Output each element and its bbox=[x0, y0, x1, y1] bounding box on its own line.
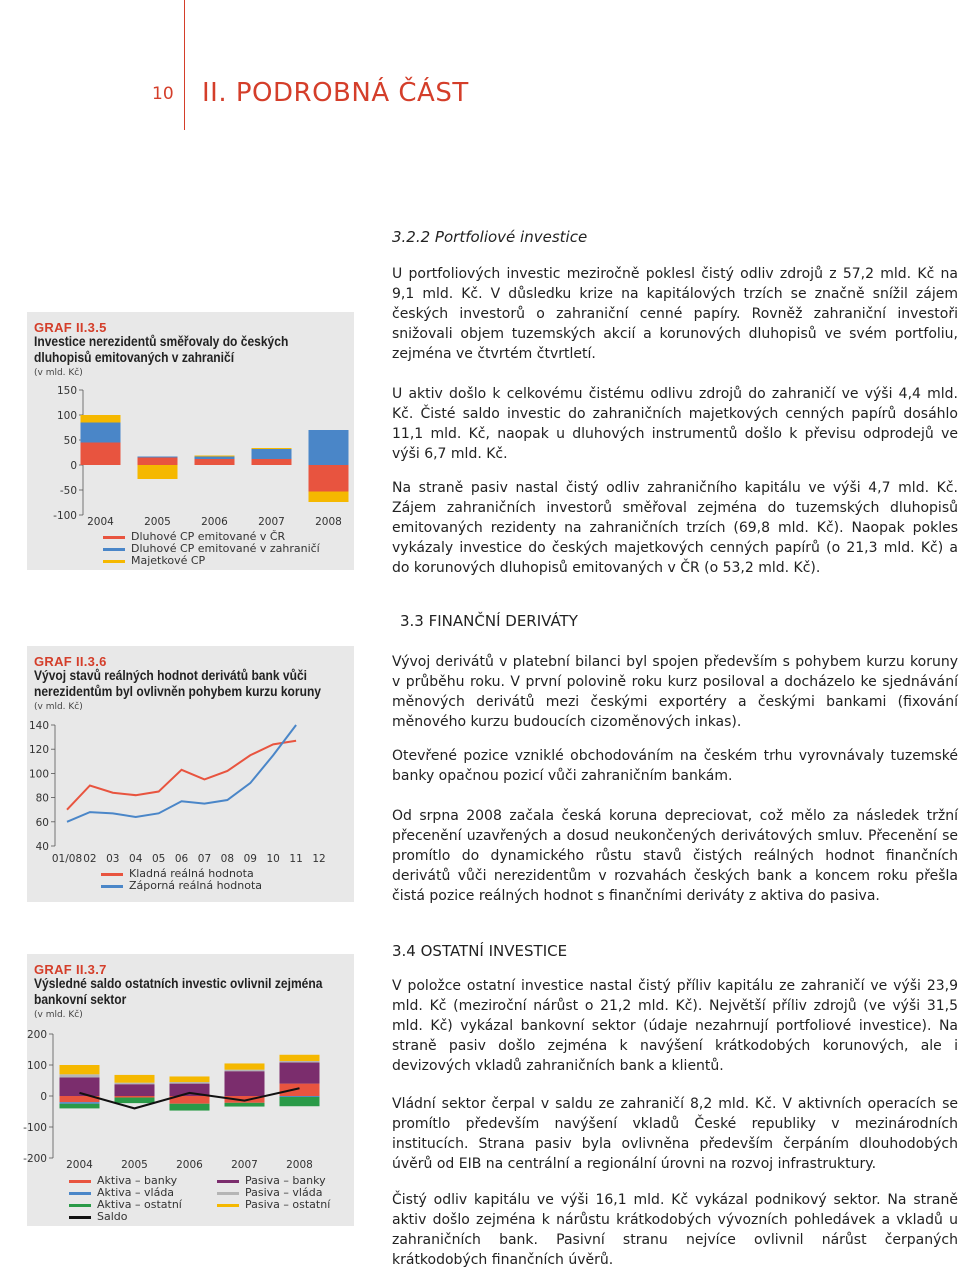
bar-segment bbox=[81, 443, 121, 466]
x-tick-label: 2004 bbox=[66, 1159, 93, 1171]
bar-segment bbox=[252, 448, 292, 449]
y-tick-label: 200 bbox=[26, 1029, 47, 1041]
chart-unit: (v mld. Kč) bbox=[34, 702, 83, 712]
x-tick-label: 10 bbox=[266, 853, 280, 865]
paragraph: V položce ostatní investice nastal čistý příliv kapitálu ze zahraničí ve výši 23,9 mld. Kč (meziroční nárůst o 21,2 mld. Kč). Největší příliv zdrojů (ve výši 31,5 mld. Kč) vykázal bankovní sektor (údaje nezahrnují portfoliové investice). Na straně pasiv došlo zejména k navýšení krátkodobých korunových, ale i devizových vkladů zahraničních bank a klientů. bbox=[392, 978, 958, 1074]
bar-segment bbox=[280, 1084, 320, 1096]
series-line bbox=[67, 725, 296, 822]
legend-label: Aktiva – banky bbox=[97, 1174, 178, 1187]
x-tick-label: 2007 bbox=[258, 516, 285, 528]
bar-segment bbox=[60, 1102, 100, 1104]
y-tick-label: -100 bbox=[23, 1122, 47, 1134]
x-tick-label: 2004 bbox=[87, 516, 114, 528]
bar-segment bbox=[252, 449, 292, 459]
legend-swatch bbox=[101, 873, 123, 876]
x-tick-label: 12 bbox=[312, 853, 326, 865]
line-chart-graf-3-6 bbox=[27, 646, 354, 902]
legend-item bbox=[103, 555, 320, 567]
legend-swatch bbox=[69, 1216, 91, 1219]
chart-label: GRAF II.3.6 bbox=[34, 654, 107, 669]
y-tick-label: 80 bbox=[35, 792, 49, 805]
legend-swatch bbox=[217, 1204, 239, 1207]
y-tick-label: 100 bbox=[28, 768, 49, 781]
y-tick-label: 140 bbox=[28, 720, 49, 732]
y-tick-label: 60 bbox=[35, 816, 49, 829]
bar-segment bbox=[138, 458, 178, 466]
legend-label: Kladná reálná hodnota bbox=[129, 867, 254, 880]
legend-label: Aktiva – vláda bbox=[97, 1186, 175, 1199]
bar-segment bbox=[60, 1104, 100, 1109]
x-tick-label: 2005 bbox=[121, 1159, 148, 1171]
legend-label: Dluhové CP emitované v zahraničí bbox=[131, 542, 320, 555]
legend-swatch bbox=[69, 1180, 91, 1183]
legend-swatch bbox=[217, 1180, 239, 1183]
legend-swatch bbox=[69, 1192, 91, 1195]
page-number: 10 bbox=[152, 84, 174, 104]
bar-segment bbox=[115, 1084, 155, 1096]
legend-label: Pasiva – vláda bbox=[245, 1186, 323, 1199]
bar-segment bbox=[309, 465, 349, 492]
bar-segment bbox=[60, 1074, 100, 1077]
page-header bbox=[0, 0, 960, 130]
paragraph: Čistý odliv kapitálu ve výši 16,1 mld. Kč vykázal podnikový sektor. Na straně aktiv došlo zejména k nárůstu krátkodobých vývozních pohledávek a vkladů u zahraničních bank. Pasivní stranu nejvíce ovlivnil nárůst čerpaných krátkodobých finančních úvěrů. bbox=[392, 1192, 958, 1268]
chart-box-graf-3-7 bbox=[23, 954, 354, 1226]
bar-segment bbox=[115, 1096, 155, 1098]
paragraph: Vládní sektor čerpal v saldu ze zahraničí 8,2 mld. Kč. V aktivních operacích se promítlo především navýšení vkladů České republiky v mezinárodních institucích. Strana pasiv byla ovlivněna především čerpáním dlouhodobých úvěrů od EIB na centrální a regionální úrovni na rozvoj infrastruktury. bbox=[392, 1096, 958, 1172]
bar-segment bbox=[280, 1097, 320, 1106]
bar-segment bbox=[195, 459, 235, 465]
x-tick-label: 2008 bbox=[286, 1159, 313, 1171]
bar-segment bbox=[309, 492, 349, 503]
x-tick-label: 01/08 bbox=[51, 853, 83, 865]
legend-label: Pasiva – banky bbox=[245, 1174, 326, 1187]
chart-legend-right bbox=[217, 1175, 330, 1211]
x-tick-label: 2006 bbox=[176, 1159, 203, 1171]
bar-segment bbox=[225, 1071, 265, 1096]
x-tick-label: 11 bbox=[289, 853, 303, 865]
y-tick-label: 120 bbox=[28, 744, 49, 757]
bar-segment bbox=[138, 457, 178, 458]
bar-segment bbox=[170, 1082, 210, 1084]
x-tick-label: 04 bbox=[129, 853, 143, 865]
y-tick-label: 0 bbox=[70, 460, 77, 472]
series-line bbox=[67, 741, 296, 810]
chart-title: Vývoj stavů reálných hodnot derivátů bank vůči nerezidentům byl ovlivněn pohybem kurzu koruny bbox=[34, 667, 322, 699]
y-tick-label: 0 bbox=[40, 1091, 47, 1103]
legend-label: Pasiva – ostatní bbox=[245, 1198, 331, 1211]
y-tick-label: 150 bbox=[56, 385, 77, 397]
paragraph: U portfoliových investic meziročně poklesl čistý odliv zdrojů z 57,2 mld. Kč na 9,1 mld. Kč. V důsledku krize na kapitálových trzích se značně snížil zájem českých investorů o zahraniční cenné papíry. Rovněž zahraniční investoři snižovali objem tuzemských akcií a korunových dluhopisů ve svém portfoliu, zejména ve čtvrtém čtvrtletí. bbox=[392, 266, 958, 362]
bar-segment bbox=[225, 1103, 265, 1107]
x-tick-label: 2006 bbox=[201, 516, 228, 528]
bar-segment bbox=[195, 457, 235, 460]
y-tick-label: 40 bbox=[35, 841, 49, 853]
bar-segment bbox=[252, 459, 292, 465]
bar-segment bbox=[60, 1065, 100, 1074]
chart-label: GRAF II.3.5 bbox=[34, 320, 107, 335]
chart-legend bbox=[103, 531, 320, 567]
bar-segment bbox=[81, 415, 121, 423]
y-tick-label: 50 bbox=[63, 435, 77, 447]
chart-box-graf-3-5 bbox=[27, 312, 354, 570]
bar-segment bbox=[280, 1096, 320, 1097]
legend-swatch bbox=[69, 1204, 91, 1207]
x-tick-label: 2007 bbox=[231, 1159, 258, 1171]
chart-unit: (v mld. Kč) bbox=[34, 1010, 83, 1020]
bar-segment bbox=[170, 1076, 210, 1082]
bar-segment bbox=[280, 1055, 320, 1061]
x-tick-label: 02 bbox=[83, 853, 97, 865]
bar-segment bbox=[138, 465, 178, 479]
y-tick-label: -100 bbox=[53, 510, 77, 522]
legend-swatch bbox=[103, 536, 125, 539]
paragraph: Od srpna 2008 začala česká koruna depreciovat, což mělo za následek tržní přecenění uzavřených a dosud neukončených derivátových smluv. Přecenění se promítlo do dynamického růstu stavů čistých reálných hodnot finančních derivátů vůči nerezidentům v rozvahách českých bank a koncem roku přešla čistá pozice reálných hodnot s finančními deriváty z aktiva do pasiva. bbox=[392, 808, 958, 904]
y-tick-label: -50 bbox=[59, 485, 77, 497]
chart-label: GRAF II.3.7 bbox=[34, 962, 107, 977]
chapter-title: II. PODROBNÁ ČÁST bbox=[202, 78, 469, 108]
chart-legend bbox=[101, 868, 262, 892]
legend-item bbox=[69, 1211, 182, 1223]
bar-segment bbox=[309, 430, 349, 465]
legend-label: Dluhové CP emitované v ČR bbox=[131, 530, 286, 543]
y-tick-label: 100 bbox=[56, 410, 77, 422]
x-tick-label: 09 bbox=[243, 853, 257, 865]
x-tick-label: 05 bbox=[151, 853, 166, 865]
legend-item bbox=[101, 880, 262, 892]
chart-unit: (v mld. Kč) bbox=[34, 368, 83, 378]
legend-label: Saldo bbox=[97, 1210, 128, 1223]
x-tick-label: 2005 bbox=[144, 516, 171, 528]
legend-item bbox=[217, 1199, 330, 1211]
x-tick-label: 06 bbox=[174, 853, 189, 865]
section-heading-3-2-2: 3.2.2 Portfoliové investice bbox=[392, 228, 588, 246]
bar-segment bbox=[115, 1075, 155, 1083]
x-tick-label: 03 bbox=[106, 853, 120, 865]
section-heading-3-4: 3.4 OSTATNÍ INVESTICE bbox=[392, 942, 568, 960]
legend-swatch bbox=[103, 560, 125, 563]
legend-label: Majetkové CP bbox=[131, 554, 206, 567]
chart-box-graf-3-6 bbox=[27, 646, 354, 902]
bar-segment bbox=[195, 456, 235, 457]
x-tick-label: 08 bbox=[220, 853, 235, 865]
paragraph: Na straně pasiv nastal čistý odliv zahraničního kapitálu ve výši 4,7 mld. Kč. Zájem zahraničních investorů směřoval zejména do tuzemských dluhopisů emitovaných rezidenty na zahraničních trzích (69,8 mld. Kč). Naopak pokles vykázaly investice do českých majetkových cenných papírů (o 21,3 mld. Kč) a do korunových dluhopisů emitovaných v ČR (o 53,2 mld. Kč). bbox=[392, 480, 958, 576]
bar-segment bbox=[280, 1061, 320, 1063]
bar-segment bbox=[280, 1063, 320, 1084]
paragraph: Otevřené pozice vzniklé obchodováním na českém trhu vyrovnávaly tuzemské banky opačnou pozicí vůči zahraničním bankám. bbox=[392, 748, 958, 784]
bar-segment bbox=[225, 1070, 265, 1072]
legend-label: Záporná reálná hodnota bbox=[129, 879, 263, 892]
chart-title: Výsledné saldo ostatních investic ovlivnil zejména bankovní sektor bbox=[34, 975, 323, 1007]
paragraph: Vývoj derivátů v platební bilanci byl spojen především s pohybem kurzu koruny v průběhu roku. V první polovině roku kurz posiloval a docházelo ke sjednávání měnových derivátů mezi českými exportéry a českými bankami (fixování měnového kurzu budoucích cizoměnových inkas). bbox=[392, 654, 958, 730]
bar-segment bbox=[115, 1083, 155, 1085]
bar-segment bbox=[225, 1063, 265, 1069]
x-tick-label: 2008 bbox=[315, 516, 342, 528]
section-heading-3-3: 3.3 FINANČNÍ DERIVÁTY bbox=[400, 612, 578, 630]
x-tick-label: 07 bbox=[197, 853, 212, 865]
bar-segment bbox=[170, 1104, 210, 1111]
chart-title: Investice nerezidentů směřovaly do českých dluhopisů emitovaných v zahraničí bbox=[34, 333, 289, 365]
header-divider bbox=[184, 0, 185, 130]
bar-segment bbox=[115, 1098, 155, 1104]
legend-label: Aktiva – ostatní bbox=[97, 1198, 182, 1211]
legend-swatch bbox=[103, 548, 125, 551]
legend-swatch bbox=[217, 1192, 239, 1195]
bar-segment bbox=[81, 423, 121, 443]
paragraph: U aktiv došlo k celkovému čistému odlivu zdrojů do zahraničí ve výši 4,4 mld. Kč. Čisté saldo investic do zahraničních majetkových cenných papírů dosáhlo 11,1 mld. Kč, naopak u dluhových instrumentů došlo k převisu odprodejů ve výši 6,7 mld. Kč. bbox=[392, 386, 958, 462]
y-tick-label: 100 bbox=[26, 1060, 47, 1072]
y-tick-label: -200 bbox=[23, 1153, 47, 1165]
legend-swatch bbox=[101, 885, 123, 888]
chart-legend-left bbox=[69, 1175, 182, 1223]
